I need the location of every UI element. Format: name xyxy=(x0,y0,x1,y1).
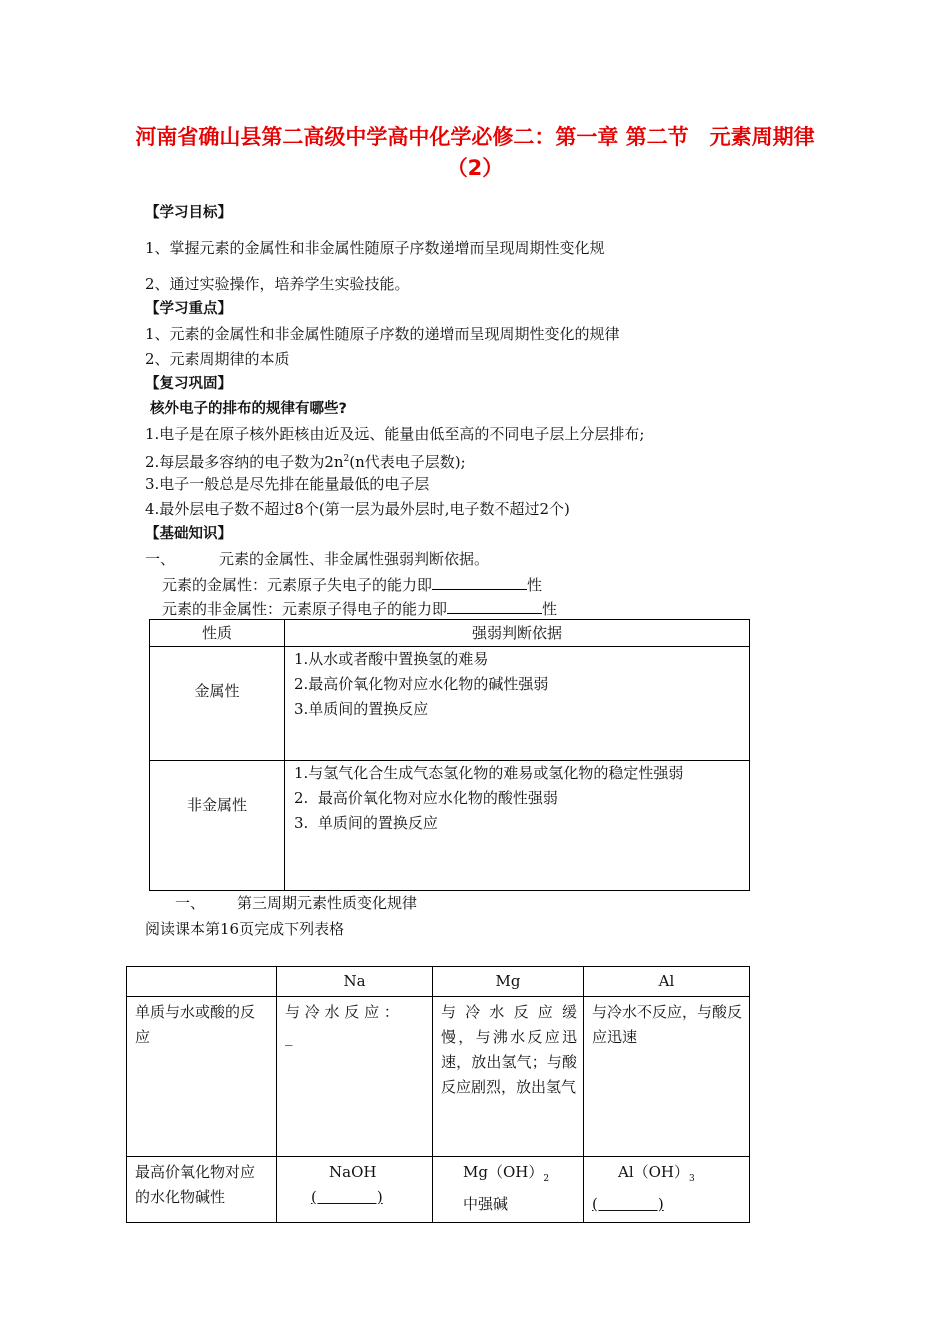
row2-al-blank[interactable]: ( ) xyxy=(592,1195,664,1213)
key-heading: 【学习重点】 xyxy=(145,301,232,317)
row1-na-text: 与 冷 水 反 应 ： xyxy=(285,1003,399,1021)
nonmetal-criterion-1: 1.与氢气化合生成气态氢化物的难易或氢化物的稳定性强弱 xyxy=(294,764,684,782)
goals-heading: 【学习目标】 xyxy=(145,205,232,221)
row2-al-formula xyxy=(592,1160,749,1192)
row2-al xyxy=(584,1157,750,1223)
metal-criterion-2: 2.最高价氧化物对应水化物的碱性强弱 xyxy=(294,675,549,693)
nonmetal-criterion-3: 3. 单质间的置换反应 xyxy=(294,814,438,832)
table1-header-property: 性质 xyxy=(150,620,285,647)
row2-al-formula-text: Al（OH） xyxy=(618,1163,690,1181)
metal-definition-text: 元素的金属性：元素原子失电子的能力即 xyxy=(162,576,433,594)
nonmetal-criterion-2: 2. 最高价氧化物对应水化物的酸性强弱 xyxy=(294,789,558,807)
nonmetal-blank[interactable] xyxy=(447,598,542,614)
goal-2: 2、通过实验操作，培养学生实验技能。 xyxy=(145,275,410,293)
review-item-1: 1.电子是在原子核外距核由近及远、能量由低至高的不同电子层上分层排布; xyxy=(145,425,645,443)
row2-mg-note: 中强碱 xyxy=(463,1195,509,1213)
goal-1: 1、掌握元素的金属性和非金属性随原子序数递增而呈现周期性变化规 xyxy=(145,239,605,257)
section1-text: 元素的金属性、非金属性强弱判断依据。 xyxy=(219,550,490,568)
metal-criteria xyxy=(285,647,750,761)
section1-title xyxy=(145,549,489,569)
table2-header-mg: Mg xyxy=(433,967,584,997)
table2-header-al: Al xyxy=(584,967,750,997)
basic-heading: 【基础知识】 xyxy=(145,526,232,542)
row2-mg-formula xyxy=(463,1160,583,1192)
section1-number: 一、 xyxy=(145,550,176,568)
subscript: 3 xyxy=(689,1174,695,1184)
review-item-4: 4.最外层电子数不超过8个(第一层为最外层时,电子数不超过2个) xyxy=(145,500,570,518)
metal-criterion-3: 3.单质间的置换反应 xyxy=(294,700,429,718)
metal-criterion-1: 1.从水或者酸中置换氢的难易 xyxy=(294,650,489,668)
row2-na-blank[interactable]: ( ) xyxy=(311,1188,383,1206)
row2-na-formula: NaOH xyxy=(329,1163,377,1181)
row2-na xyxy=(277,1157,433,1223)
metal-definition xyxy=(162,574,542,595)
nonmetal-definition xyxy=(162,598,557,619)
review-item-3: 3.电子一般总是尽先排在能量最低的电子层 xyxy=(145,475,430,493)
properties-table xyxy=(149,619,750,891)
section2-title xyxy=(175,893,417,913)
section2-instruction: 阅读课本第16页完成下列表格 xyxy=(145,920,345,938)
row2-mg-formula-text: Mg（OH） xyxy=(463,1163,544,1181)
superscript: 2 xyxy=(343,454,350,464)
table1-header-basis: 强弱判断依据 xyxy=(285,620,750,647)
review-item-2 xyxy=(145,449,466,472)
row1-na xyxy=(277,997,433,1157)
row2-mg xyxy=(433,1157,584,1223)
row1-al: 与冷水不反应，与酸反应迅速 xyxy=(584,997,750,1157)
metal-suffix: 性 xyxy=(527,576,543,594)
key-point-1: 1、元素的金属性和非金属性随原子序数的递增而呈现周期性变化的规律 xyxy=(145,325,620,343)
metal-blank[interactable] xyxy=(432,574,527,590)
page-title: 河南省确山县第二高级中学高中化学必修二：第一章 第二节 元素周期律（2） xyxy=(135,125,815,180)
table2-header-na: Na xyxy=(277,967,433,997)
row1-label: 单质与水或酸的反应 xyxy=(127,997,277,1157)
review-question: 核外电子的排布的规律有哪些? xyxy=(150,401,347,417)
review-item-2-text: 2.每层最多容纳的电子数为2n xyxy=(145,453,344,471)
period3-table xyxy=(126,966,750,1223)
row2-label: 最高价氧化物对应的水化物碱性 xyxy=(127,1157,277,1223)
table2-header-empty xyxy=(127,967,277,997)
row1-mg: 与 冷 水 反 应 缓慢，与沸水反应迅速，放出氢气；与酸反应剧烈，放出氢气 xyxy=(433,997,584,1157)
review-heading: 【复习巩固】 xyxy=(145,376,232,392)
section2-number: 一、 xyxy=(175,894,206,912)
metal-label: 金属性 xyxy=(150,647,285,761)
row1-na-blank[interactable]: _ xyxy=(285,1028,293,1046)
nonmetal-definition-text: 元素的非金属性：元素原子得电子的能力即 xyxy=(162,600,448,618)
nonmetal-label: 非金属性 xyxy=(150,761,285,891)
nonmetal-suffix: 性 xyxy=(542,600,558,618)
nonmetal-criteria xyxy=(285,761,750,891)
key-point-2: 2、元素周期律的本质 xyxy=(145,350,290,368)
subscript: 2 xyxy=(543,1174,550,1184)
section2-text: 第三周期元素性质变化规律 xyxy=(237,894,418,912)
review-item-2-tail: (n代表电子层数); xyxy=(349,453,466,471)
